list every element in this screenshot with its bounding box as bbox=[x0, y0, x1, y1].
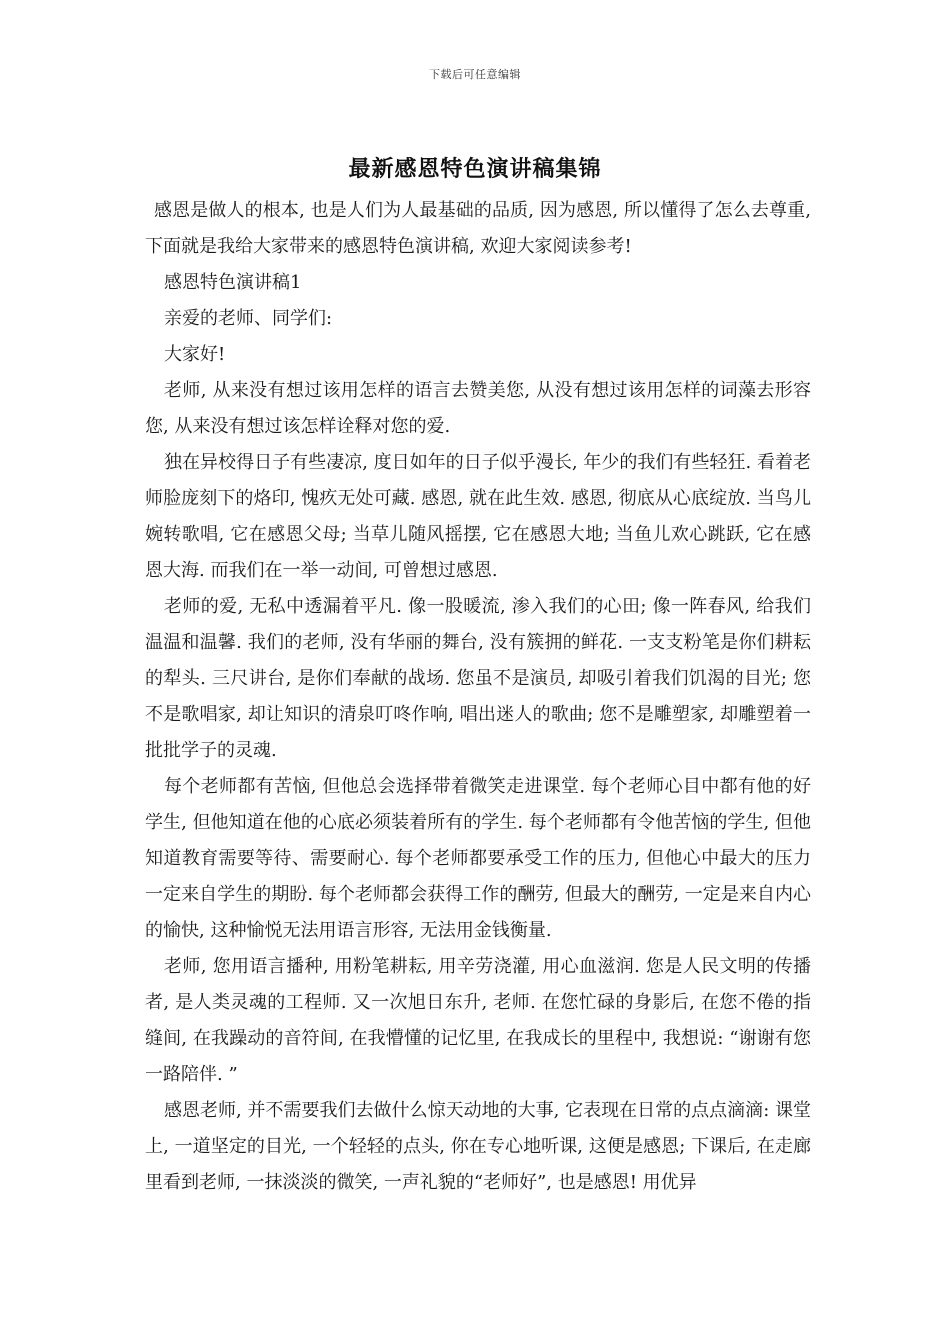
paragraph-salutation: 亲爱的老师、同学们: bbox=[164, 308, 333, 329]
paragraph: 独在异校得日子有些凄凉, 度日如年的日子似乎漫长, 年少的我们有些轻狂. 看着老师脸庞刻下的烙印, 愧疚无处可藏. 感恩, 就在此生效. 感恩, 彻底从心底绽放. 当鸟儿婉转歌唱, 它在感恩父母; 当草儿随风摇摆, 它在感恩大地; 当鱼儿欢心跳跃, 它在感恩大海. 而我们在一举一动间, 可曾想过感恩. bbox=[145, 452, 811, 581]
paragraph: 老师, 从来没有想过该用怎样的语言去赞美您, 从没有想过该用怎样的词藻去形容您, 从来没有想过该怎样诠释对您的爱. bbox=[145, 380, 811, 437]
paragraph: 感恩老师, 并不需要我们去做什么惊天动地的大事, 它表现在日常的点点滴滴: 课堂上, 一道坚定的目光, 一个轻轻的点头, 你在专心地听课, 这便是感恩; 下课后, 在走廊里看到老师, 一抹淡淡的微笑, 一声礼貌的“老师好”, 也是感恩! 用优异 bbox=[145, 1100, 811, 1193]
header-note: 下载后可任意编辑 bbox=[429, 68, 521, 81]
paragraph: 老师, 您用语言播种, 用粉笔耕耘, 用辛劳浇灌, 用心血滋润. 您是人民文明的传播者, 是人类灵魂的工程师. 又一次旭日东升, 老师. 在您忙碌的身影后, 在您不倦的指缝间, 在我躁动的音符间, 在我懵懂的记忆里, 在我成长的里程中, 我想说: “谢谢有您一路陪伴. ” bbox=[145, 956, 811, 1085]
paragraph-intro: 感恩是做人的根本, 也是人们为人最基础的品质, 因为感恩, 所以懂得了怎么去尊重, 下面就是我给大家带来的感恩特色演讲稿, 欢迎大家阅读参考! bbox=[145, 200, 811, 257]
document-title: 最新感恩特色演讲稿集锦 bbox=[348, 157, 602, 182]
document-body bbox=[145, 193, 811, 1201]
paragraph-greeting: 大家好! bbox=[164, 344, 226, 365]
paragraph: 老师的爱, 无私中透漏着平凡. 像一股暖流, 渗入我们的心田; 像一阵春风, 给我们温温和温馨. 我们的老师, 没有华丽的舞台, 没有簇拥的鲜花. 一支支粉笔是你们耕耘的犁头. 三尺讲台, 是你们奉献的战场. 您虽不是演员, 却吸引着我们饥渴的目光; 您不是歌唱家, 却让知识的清泉叮咚作响, 唱出迷人的歌曲; 您不是雕塑家, 却雕塑着一批批学子的灵魂. bbox=[145, 596, 811, 761]
paragraph: 每个老师都有苦恼, 但他总会选择带着微笑走进课堂. 每个老师心目中都有他的好学生, 但他知道在他的心底必须装着所有的学生. 每个老师都有令他苦恼的学生, 但他知道教育需要等待、需要耐心. 每个老师都要承受工作的压力, 但他心中最大的压力一定来自学生的期盼. 每个老师都会获得工作的酬劳, 但最大的酬劳, 一定是来自内心的愉快, 这种愉悦无法用语言形容, 无法用金钱衡量. bbox=[145, 776, 811, 941]
paragraph-subtitle: 感恩特色演讲稿1 bbox=[164, 272, 302, 293]
